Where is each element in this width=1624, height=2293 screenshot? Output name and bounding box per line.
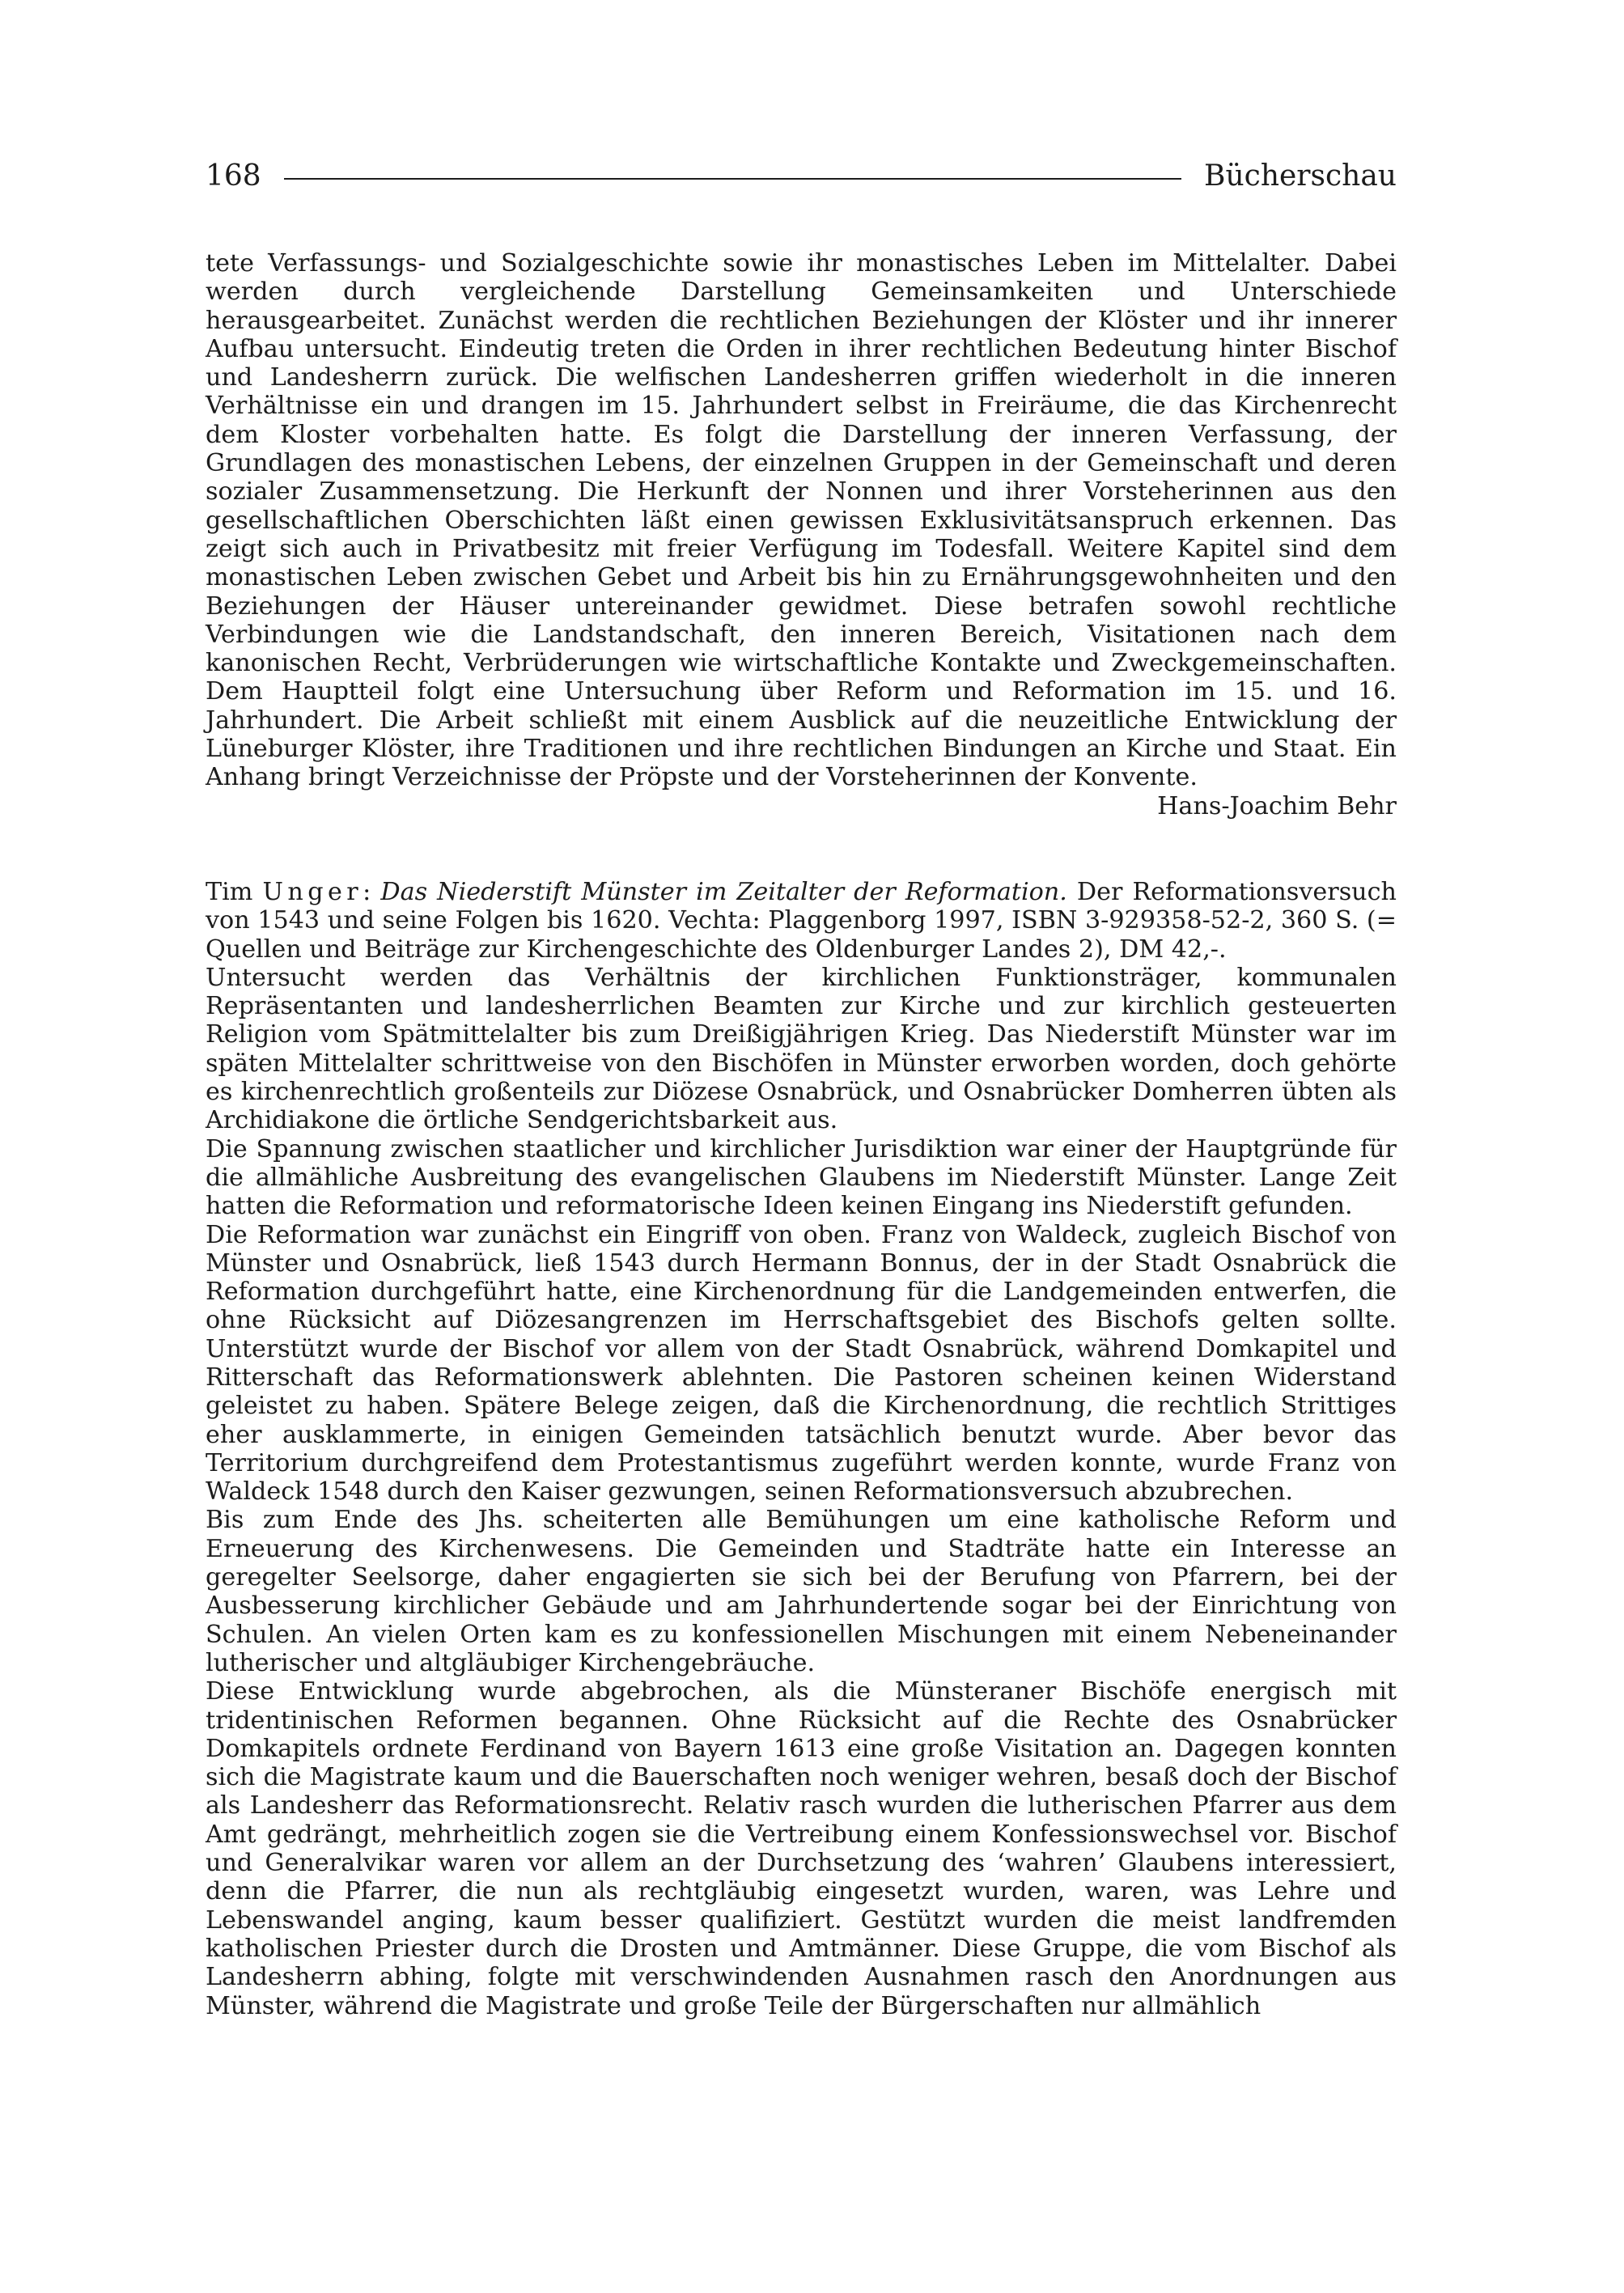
review1-paragraph: tete Verfassungs- und Sozialgeschichte sowie ihr monastisches Leben im Mittelalter. Dabei werden durch vergleichende Darstellung Gemeinsamkeiten und Unterschiede herausgearbeitet. Zunächst werden die rechtlichen Beziehungen der Klöster und ihr innerer Aufbau untersucht. Eindeutig treten die Orden in ihrer rechtlichen Bedeutung hinter Bischof und Landesherrn zurück. Die welfischen Landesherren griffen wiederholt in die inneren Verhältnisse ein und drangen im 15. Jahrhundert selbst in Freiräume, die das Kirchenrecht dem Kloster vorbehalten hatte. Es folgt die Darstellung der inneren Verfassung, der Grundlagen des monastischen Lebens, der einzelnen Gruppen in der Gemeinschaft und deren sozialer Zusammensetzung. Die Herkunft der Nonnen und ihrer Vorsteherinnen aus den gesellschaftlichen Oberschichten läßt einen gewissen Exklusivitätsanspruch erkennen. Das zeigt sich auch in Privatbesitz mit freier Verfügung im Todesfall. Weitere Kapitel sind dem monastischen Leben zwischen Gebet und Arbeit bis hin zu Ernährungsgewohnheiten und den Beziehungen der Häuser untereinander gewidmet. Diese betrafen sowohl rechtliche Verbindungen wie die Landstandschaft, den inneren Bereich, Visitationen nach dem kanonischen Recht, Verbrüderungen wie wirtschaftliche Kontakte und Zweckgemeinschaften. Dem Hauptteil folgt eine Untersuchung über Reform und Reformation im 15. und 16. Jahrhundert. Die Arbeit schließt mit einem Ausblick auf die neuzeitliche Entwicklung der Lüneburger Klöster, ihre Traditionen und ihre rechtlichen Bindungen an Kirche und Staat. Ein Anhang bringt Verzeichnisse der Pröpste und der Vorsteherinnen der Konvente. — [206, 249, 1397, 792]
review2-colon: : — [363, 877, 371, 906]
review2-paragraph: Die Spannung zwischen staatlicher und kirchlicher Jurisdiktion war einer der Hauptgründe für die allmähliche Ausbreitung des evangelischen Glaubens im Niederstift Münster. Lange Zeit hatten die Reformation und reformatorische Ideen keinen Eingang ins Niederstift gefunden. — [206, 1134, 1397, 1221]
review2-author-last: Unger — [262, 877, 363, 906]
review2-book-title: Das Niederstift Münster im Zeitalter der Reformation. — [380, 877, 1067, 906]
review2-paragraph: Diese Entwicklung wurde abgebrochen, als die Münsteraner Bischöfe energisch mit tridentinischen Reformen begannen. Ohne Rücksicht auf die Rechte des Osnabrücker Domkapitels ordnete Ferdinand von Bayern 1613 eine große Visitation an. Dagegen konnten sich die Magistrate kaum und die Bauerschaften noch weniger wehren, besaß doch der Bischof als Landesherr das Reformationsrecht. Relativ rasch wurden die lutherischen Pfarrer aus dem Amt gedrängt, mehrheitlich zogen sie die Vertreibung einem Konfessionswechsel vor. Bischof und Generalvikar waren vor allem an der Durchsetzung des ‘wahren’ Glaubens interessiert, denn die Pfarrer, die nun als rechtgläubig eingesetzt wurden, waren, was Lehre und Lebenswandel anging, kaum besser qualifiziert. Gestützt wurden die meist landfremden katholischen Priester durch die Drosten und Amtmänner. Diese Gruppe, die vom Bischof als Landesherrn abhing, folgte mit verschwindenden Ausnahmen rasch den Anordnungen aus Münster, während die Magistrate und große Teile der Bürgerschaften nur allmählich — [206, 1677, 1397, 2020]
review2-citation — [206, 878, 1397, 964]
review1-reviewer: Hans-Joachim Behr — [1157, 791, 1397, 820]
review2-paragraph: Die Reformation war zunächst ein Eingriff von oben. Franz von Waldeck, zugleich Bischof von Münster und Osnabrück, ließ 1543 durch Hermann Bonnus, der in der Stadt Osnabrück die Reformation durchgeführt hatte, eine Kirchenordnung für die Landgemeinden entwerfen, die ohne Rücksicht auf Diözesangrenzen im Herrschaftsgebiet des Bischofs gelten sollte. Unterstützt wurde der Bischof vor allem von der Stadt Osnabrück, während Domkapitel und Ritterschaft das Reformationswerk ablehnten. Die Pastoren scheinen keinen Widerstand geleistet zu haben. Spätere Belege zeigen, daß die Kirchenordnung, die rechtlich Strittiges eher ausklammerte, in einigen Gemeinden tatsächlich benutzt wurde. Aber bevor das Territorium durchgreifend dem Protestantismus zugeführt werden konnte, wurde Franz von Waldeck 1548 durch den Kaiser gezwungen, seinen Reformationsversuch abzubrechen. — [206, 1220, 1397, 1507]
book-page — [206, 159, 1397, 2020]
review-separator — [206, 820, 1397, 878]
review2-author-first: Tim — [206, 877, 253, 906]
running-head — [206, 159, 1397, 194]
review2-citation-details: Der Reformationsversuch von 1543 und seine Folgen bis 1620. Vechta: Plaggenborg 1997, ISBN 3-929358-52-2, 360 S. (= Quellen und Beiträge zur Kirchengeschichte des Oldenburger Landes 2), DM 42,-. — [206, 877, 1397, 964]
page-number: 168 — [206, 159, 261, 193]
review2-paragraph: Untersucht werden das Verhältnis der kirchlichen Funktionsträger, kommunalen Repräsentanten und landesherrlichen Beamten zur Kirche und zur kirchlich gesteuerten Religion vom Spätmittelalter bis zum Dreißigjährigen Krieg. Das Niederstift Münster war im späten Mittelalter schrittweise von den Bischöfen in Münster erworben worden, doch gehörte es kirchenrechtlich großenteils zur Diözese Osnabrück, und Osnabrücker Domherren übten als Archidiakone die örtliche Sendgerichtsbarkeit aus. — [206, 963, 1397, 1135]
header-rule — [284, 178, 1181, 180]
section-title: Bücherschau — [1204, 159, 1397, 193]
page-body — [206, 249, 1397, 2020]
review2-paragraph: Bis zum Ende des Jhs. scheiterten alle Bemühungen um eine katholische Reform und Erneuerung des Kirchenwesens. Die Gemeinden und Stadträte hatte ein Interesse an geregelter Seelsorge, daher engagierten sie sich bei der Berufung von Pfarrern, bei der Ausbesserung kirchlicher Gebäude und am Jahrhundertende sogar bei der Einrichtung von Schulen. An vielen Orten kam es zu konfessionellen Mischungen mit einem Nebeneinander lutherischer und altgläubiger Kirchengebräuche. — [206, 1506, 1397, 1677]
